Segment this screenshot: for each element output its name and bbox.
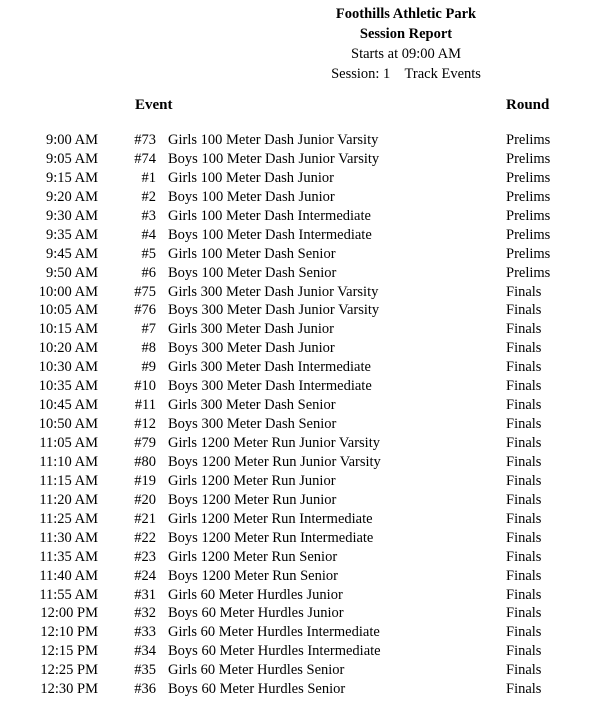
event-row [0, 529, 613, 548]
event-round: Finals [506, 605, 542, 622]
event-row [0, 453, 613, 472]
event-row [0, 377, 613, 396]
event-list [0, 131, 613, 699]
event-row [0, 604, 613, 623]
event-number: #31 [134, 586, 156, 603]
event-number: #4 [141, 226, 156, 243]
event-time: 10:35 AM [38, 378, 98, 395]
event-row [0, 642, 613, 661]
event-time: 12:10 PM [40, 624, 98, 641]
event-time: 10:15 AM [38, 321, 98, 338]
event-row [0, 548, 613, 567]
event-round: Finals [506, 510, 542, 527]
event-number: #79 [134, 435, 156, 451]
event-row [0, 339, 613, 358]
report-title: Session Report [359, 26, 453, 42]
event-time: 10:50 AM [38, 416, 98, 433]
event-number: #22 [134, 529, 156, 546]
event-number: #3 [141, 207, 156, 224]
event-number: #5 [141, 245, 156, 262]
event-time: 11:10 AM [39, 453, 98, 470]
event-time: 12:15 PM [40, 643, 98, 660]
event-time: 9:00 AM [46, 132, 98, 148]
event-number: #21 [134, 510, 156, 527]
event-number: #7 [141, 321, 156, 338]
event-name: Boys 1200 Meter Run Junior Varsity [168, 453, 381, 470]
event-time: 10:05 AM [38, 302, 98, 319]
event-time: 11:35 AM [39, 548, 98, 565]
event-number: #1 [141, 169, 156, 186]
event-round: Finals [506, 681, 542, 698]
event-name: Girls 1200 Meter Run Intermediate [168, 510, 373, 527]
event-time: 9:45 AM [46, 245, 98, 262]
event-time: 10:20 AM [38, 340, 98, 357]
event-name: Girls 60 Meter Hurdles Intermediate [168, 624, 380, 641]
event-name: Girls 100 Meter Dash Junior [168, 169, 334, 186]
event-round: Prelims [506, 207, 551, 224]
event-time: 9:15 AM [46, 169, 98, 186]
event-row [0, 567, 613, 586]
event-number: #32 [134, 605, 156, 622]
event-number: #75 [134, 283, 156, 300]
event-number: #24 [134, 567, 156, 584]
event-time: 11:15 AM [39, 472, 98, 489]
event-row [0, 188, 613, 207]
event-name: Girls 60 Meter Hurdles Senior [168, 662, 345, 679]
event-name: Girls 300 Meter Dash Junior [168, 321, 334, 338]
event-round: Prelims [506, 150, 551, 167]
event-time: 11:05 AM [39, 435, 98, 451]
event-time: 9:20 AM [46, 188, 98, 205]
event-row [0, 358, 613, 377]
event-round: Finals [506, 624, 542, 641]
event-round: Finals [506, 472, 542, 489]
event-number: #34 [134, 643, 156, 660]
event-number: #6 [141, 264, 156, 281]
event-row [0, 320, 613, 339]
event-row [0, 434, 613, 453]
start-time-line: Starts at 09:00 AM [351, 46, 461, 62]
event-name: Girls 60 Meter Hurdles Junior [168, 586, 343, 603]
session-line: Session: 1 Track Events [331, 66, 481, 82]
event-number: #2 [141, 188, 156, 205]
event-round: Finals [506, 435, 542, 451]
event-name: Girls 100 Meter Dash Intermediate [168, 207, 371, 224]
event-time: 11:40 AM [39, 567, 98, 584]
event-time: 11:20 AM [39, 491, 98, 508]
event-time: 12:00 PM [40, 605, 98, 622]
event-name: Girls 1200 Meter Run Senior [168, 548, 338, 565]
event-number: #74 [134, 150, 156, 167]
event-number: #10 [134, 378, 156, 395]
event-round: Finals [506, 283, 542, 300]
event-round: Finals [506, 416, 542, 433]
event-name: Boys 100 Meter Dash Senior [168, 264, 337, 281]
event-round: Finals [506, 529, 542, 546]
event-name: Boys 60 Meter Hurdles Junior [168, 605, 344, 622]
event-number: #33 [134, 624, 156, 641]
event-round: Finals [506, 586, 542, 603]
event-number: #23 [134, 548, 156, 565]
event-name: Girls 1200 Meter Run Junior Varsity [168, 435, 380, 451]
event-round: Finals [506, 359, 542, 376]
event-name: Boys 1200 Meter Run Intermediate [168, 529, 374, 546]
event-name: Girls 1200 Meter Run Junior [168, 472, 336, 489]
event-name: Boys 100 Meter Dash Intermediate [168, 226, 372, 243]
event-number: #9 [141, 359, 156, 376]
event-round: Finals [506, 453, 542, 470]
event-time: 9:50 AM [46, 264, 98, 281]
event-number: #73 [134, 132, 156, 148]
event-row [0, 623, 613, 642]
event-row [0, 207, 613, 226]
event-number: #35 [134, 662, 156, 679]
event-row [0, 680, 613, 699]
event-name: Girls 100 Meter Dash Junior Varsity [168, 132, 379, 148]
event-round: Finals [506, 321, 542, 338]
event-number: #11 [134, 397, 156, 414]
event-row [0, 283, 613, 302]
event-number: #76 [134, 302, 156, 319]
event-row [0, 510, 613, 529]
event-row [0, 226, 613, 245]
event-round: Prelims [506, 264, 551, 281]
event-name: Girls 100 Meter Dash Senior [168, 245, 336, 262]
event-time: 10:00 AM [38, 283, 98, 300]
event-name: Boys 300 Meter Dash Junior [168, 340, 335, 357]
event-name: Boys 1200 Meter Run Junior [168, 491, 337, 508]
event-time: 9:30 AM [46, 207, 98, 224]
event-name: Boys 300 Meter Dash Junior Varsity [168, 302, 380, 319]
event-name: Boys 100 Meter Dash Junior Varsity [168, 150, 380, 167]
event-row [0, 491, 613, 510]
event-time: 11:55 AM [39, 586, 98, 603]
event-round: Prelims [506, 169, 551, 186]
event-name: Boys 300 Meter Dash Senior [168, 416, 337, 433]
round-column-header: Round [506, 97, 550, 113]
event-time: 12:25 PM [40, 662, 98, 679]
event-time: 10:30 AM [38, 359, 98, 376]
facility-name: Foothills Athletic Park [335, 6, 477, 22]
event-round: Finals [506, 548, 542, 565]
event-name: Girls 300 Meter Dash Junior Varsity [168, 283, 379, 300]
event-round: Prelims [506, 188, 551, 205]
event-number: #36 [134, 681, 156, 698]
event-name: Boys 60 Meter Hurdles Intermediate [168, 643, 381, 660]
event-round: Finals [506, 378, 542, 395]
event-round: Prelims [506, 245, 551, 262]
event-round: Finals [506, 302, 542, 319]
event-name: Boys 300 Meter Dash Intermediate [168, 378, 372, 395]
event-name: Girls 300 Meter Dash Senior [168, 397, 336, 414]
event-number: #19 [134, 472, 156, 489]
event-round: Finals [506, 662, 542, 679]
event-row [0, 586, 613, 605]
event-number: #12 [134, 416, 156, 433]
event-time: 9:05 AM [46, 150, 98, 167]
event-row [0, 131, 613, 150]
event-time: 9:35 AM [46, 226, 98, 243]
event-round: Finals [506, 397, 542, 414]
event-round: Finals [506, 340, 542, 357]
event-name: Girls 300 Meter Dash Intermediate [168, 359, 371, 376]
event-name: Boys 100 Meter Dash Junior [168, 188, 335, 205]
event-number: #20 [134, 491, 156, 508]
event-row [0, 264, 613, 283]
event-row [0, 169, 613, 188]
event-name: Boys 1200 Meter Run Senior [168, 567, 338, 584]
event-row [0, 415, 613, 434]
event-time: 11:25 AM [39, 510, 98, 527]
event-round: Prelims [506, 226, 551, 243]
event-time: 12:30 PM [40, 681, 98, 698]
event-row [0, 661, 613, 680]
event-time: 10:45 AM [38, 397, 98, 414]
event-row [0, 472, 613, 491]
event-row [0, 396, 613, 415]
event-round: Prelims [506, 132, 551, 148]
event-row [0, 150, 613, 169]
event-round: Finals [506, 643, 542, 660]
event-name: Boys 60 Meter Hurdles Senior [168, 681, 346, 698]
event-column-header: Event [135, 97, 173, 113]
event-row [0, 301, 613, 320]
event-number: #8 [141, 340, 156, 357]
event-row [0, 245, 613, 264]
event-time: 11:30 AM [39, 529, 98, 546]
event-round: Finals [506, 567, 542, 584]
event-round: Finals [506, 491, 542, 508]
event-number: #80 [134, 453, 156, 470]
